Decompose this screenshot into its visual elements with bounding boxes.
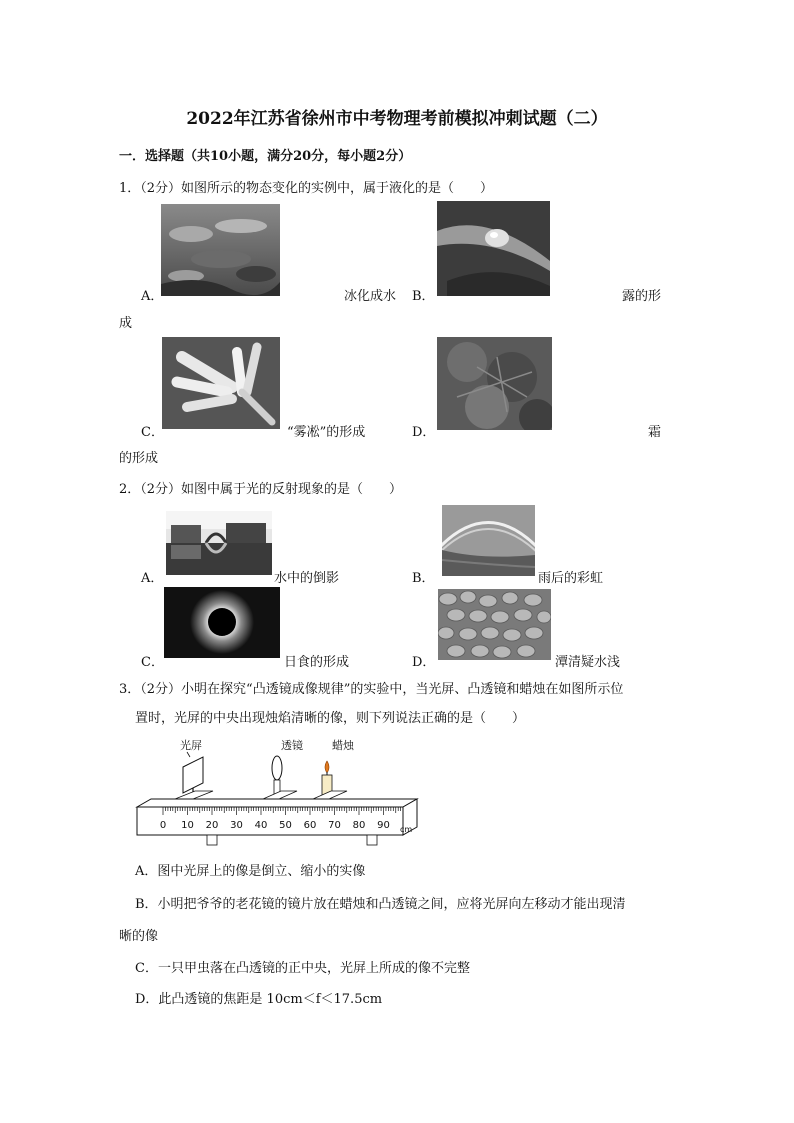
q1-d-text: 霜 [648, 425, 662, 440]
q1-b-image [437, 201, 550, 296]
q1-b-letter: B． [412, 289, 435, 304]
q3-option-b-line2: 晰的像 [119, 929, 159, 944]
ruler-tick-label: 30 [230, 820, 243, 831]
q1-c-image [162, 337, 280, 429]
q1-b-wrap: 成 [119, 316, 133, 331]
optical-bench-diagram [135, 735, 420, 850]
ruler-tick-label: 20 [205, 820, 219, 831]
q2-b-text: 雨后的彩虹 [538, 571, 604, 586]
q1-d-wrap: 的形成 [119, 451, 159, 466]
q2-c-text: 日食的形成 [284, 655, 350, 670]
q3-option-c: C．一只甲虫落在凸透镜的正中央，光屏上所成的像不完整 [135, 961, 470, 976]
q2-d-letter: D． [412, 655, 436, 670]
q2-d-image [438, 589, 551, 660]
label-screen: 光屏 [180, 739, 202, 752]
ruler-tick-label: 10 [181, 820, 194, 831]
label-candle: 蜡烛 [332, 739, 354, 752]
q1-d-image [437, 337, 552, 430]
ruler-tick-label: 40 [254, 820, 268, 831]
q1-a-text: 冰化成水 [344, 289, 397, 304]
q1-a-image [161, 204, 280, 296]
ruler-tick-label: 60 [303, 820, 317, 831]
q2-stem: 2．（2分）如图中属于光的反射现象的是（ ） [119, 482, 403, 497]
q1-b-text: 露的形 [622, 289, 662, 304]
q1-c-text: “雾凇”的形成 [287, 425, 366, 440]
ruler-tick-label: 90 [377, 820, 390, 831]
q3-stem-line2: 置时，光屏的中央出现烛焰清晰的像，则下列说法正确的是（ ） [135, 711, 526, 726]
ruler-tick-label: 80 [352, 820, 366, 831]
q1-a-letter: A． [141, 289, 164, 304]
page-title: 2022年江苏省徐州市中考物理考前模拟冲刺试题（二） [186, 109, 608, 129]
q2-a-image [166, 511, 272, 575]
q2-c-letter: C． [141, 655, 164, 670]
q2-a-letter: A． [141, 571, 164, 586]
q1-stem: 1．（2分）如图所示的物态变化的实例中，属于液化的是（ ） [119, 181, 494, 196]
ruler-tick-label: 70 [328, 820, 341, 831]
q3-option-d: D．此凸透镜的焦距是 10cm＜f＜17.5cm [135, 992, 383, 1007]
q2-c-image [164, 587, 280, 658]
q1-d-letter: D． [412, 425, 436, 440]
label-lens: 透镜 [281, 739, 303, 752]
q2-d-text: 潭清疑水浅 [555, 655, 621, 670]
q2-a-text: 水中的倒影 [274, 571, 340, 586]
q3-stem-line1: 3．（2分）小明在探究“凸透镜成像规律”的实验中，当光屏、凸透镜和蜡烛在如图所示位 [119, 682, 624, 697]
ruler-unit: cm [400, 825, 413, 834]
ruler-tick-label: 50 [279, 820, 292, 831]
q2-b-letter: B． [412, 571, 435, 586]
q1-c-letter: C． [141, 425, 164, 440]
section-heading: 一．选择题（共10小题，满分20分，每小题2分） [119, 149, 412, 164]
q3-option-b-line1: B．小明把爷爷的老花镜的镜片放在蜡烛和凸透镜之间，应将光屏向左移动才能出现清 [135, 897, 626, 912]
q3-option-a: A．图中光屏上的像是倒立、缩小的实像 [135, 864, 366, 879]
ruler-tick-label: 0 [159, 820, 167, 831]
q2-b-image [442, 505, 535, 576]
